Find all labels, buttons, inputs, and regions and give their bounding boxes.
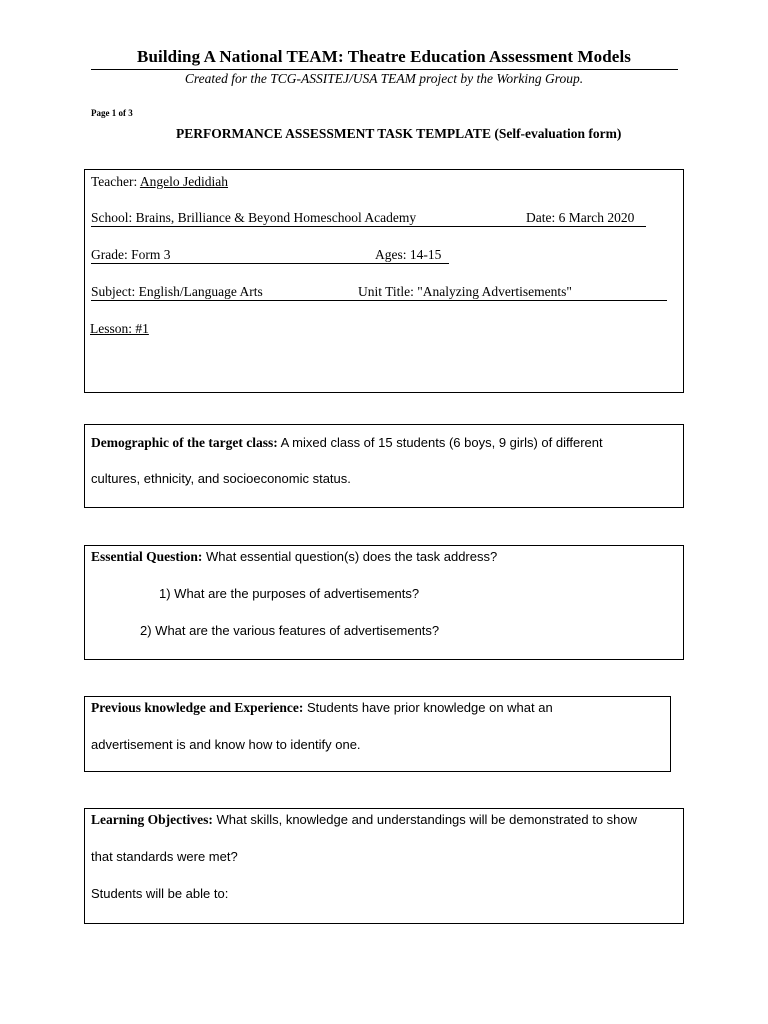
demographic-label: Demographic of the target class: [91,435,278,450]
learning-objectives-line-2: that standards were met? [91,849,238,864]
essential-question-label: Essential Question: [91,549,203,564]
teacher-info-box [84,169,684,393]
learning-objectives-line-1 [91,812,637,828]
learning-objectives-label: Learning Objectives: [91,812,213,827]
learning-objectives-intro: Students will be able to: [91,886,229,901]
unit-title: Unit Title: "Analyzing Advertisements" [358,284,572,299]
essential-question-line [91,549,497,565]
essential-question-2: 2) What are the various features of advertisements? [140,623,440,638]
teacher-line [91,174,228,190]
demographic-box [84,424,684,508]
previous-knowledge-line-2: advertisement is and know how to identify one. [91,737,361,752]
essential-question-prompt: What essential question(s) does the task address? [202,549,498,564]
document-title: Building A National TEAM: Theatre Education Assessment Models [137,47,631,66]
student-ages: Ages: 14-15 [375,247,442,262]
school-name: School: Brains, Brilliance & Beyond Homeschool Academy [91,210,417,225]
previous-knowledge-label: Previous knowledge and Experience: [91,700,304,715]
demographic-text: A mixed class of 15 students (6 boys, 9 girls) of different [277,435,603,450]
grade: Grade: Form 3 [91,247,171,262]
learning-objectives-box [84,808,684,924]
grade-underline [91,263,449,264]
demographic-line-2: cultures, ethnicity, and socioeconomic status. [91,471,351,486]
previous-knowledge-box [84,696,671,772]
learning-objectives-prompt: What skills, knowledge and understandings will be demonstrated to show [212,812,638,827]
lesson-number: Lesson: #1 [90,321,149,336]
subject-underline [91,300,667,301]
title-rule [91,69,678,70]
essential-question-box [84,545,684,660]
page-number: Page 1 of 3 [91,108,133,118]
teacher-label: Teacher: [91,174,140,189]
demographic-line-1 [91,435,603,451]
teacher-name: Angelo Jedidiah [139,174,229,189]
document-subtitle: Created for the TCG-ASSITEJ/USA TEAM project by the Working Group. [184,71,584,86]
essential-question-1: 1) What are the purposes of advertisements? [159,586,420,601]
previous-knowledge-text: Students have prior knowledge on what an [303,700,553,715]
lesson-date: Date: 6 March 2020 [526,210,635,225]
subject: Subject: English/Language Arts [91,284,263,299]
previous-knowledge-line-1 [91,700,553,716]
school-underline [91,226,646,227]
template-title: PERFORMANCE ASSESSMENT TASK TEMPLATE (Self-evaluation form) [176,126,622,141]
